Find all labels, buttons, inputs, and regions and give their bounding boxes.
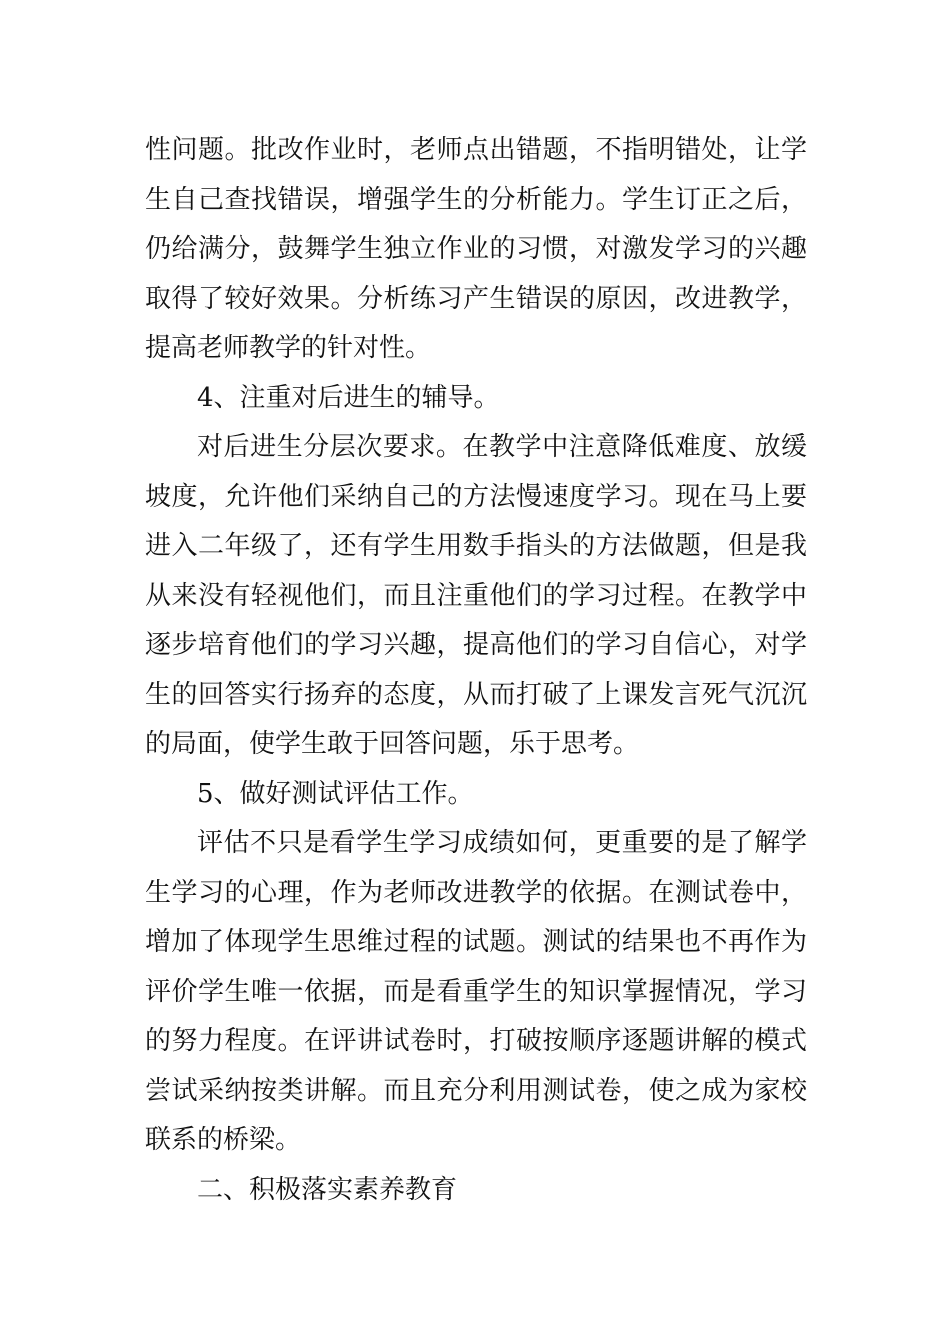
text-line: 的局面，使学生敢于回答问题，乐于思考。 [145,729,640,759]
text-line: 取得了较好效果。分析练习产生错误的原因，改进教学， [145,283,807,314]
text-line: 从来没有轻视他们，而且注重他们的学习过程。在教学中 [145,580,807,611]
text-line: 评价学生唯一依据，而是看重学生的知识掌握情况，学习 [145,976,807,1007]
heading-line: 5、做好测试评估工作。 [197,778,474,809]
heading-line: 二、积极落实素养教育 [197,1174,458,1205]
heading-line: 4、注重对后进生的辅导。 [197,382,500,413]
paragraph-2 [145,423,807,770]
document-body [145,126,807,1215]
text-line: 仍给满分，鼓舞学生独立作业的习惯，对激发学习的兴趣 [145,234,807,264]
text-line: 生的回答实行扬弃的态度，从而打破了上课发言死气沉沉 [145,679,807,710]
section-heading-5 [145,770,807,820]
text-line: 性问题。批改作业时，老师点出错题，不指明错处，让学 [145,135,807,165]
text-line: 的努力程度。在评讲试卷时，打破按顺序逐题讲解的模式 [145,1026,807,1056]
text-line: 提高老师教学的针对性。 [145,333,432,363]
text-line: 逐步培育他们的学习兴趣，提高他们的学习自信心，对学 [145,630,807,660]
paragraph-1 [145,126,807,374]
text-line: 进入二年级了，还有学生用数手指头的方法做题，但是我 [145,531,807,561]
section-heading-4 [145,374,807,424]
text-line: 生自己查找错误，增强学生的分析能力。学生订正之后， [145,184,807,215]
section-heading-2 [145,1166,807,1216]
text-line: 坡度，允许他们采纳自己的方法慢速度学习。现在马上要 [145,481,807,512]
text-line: 尝试采纳按类讲解。而且充分利用测试卷，使之成为家校 [145,1075,807,1106]
text-line: 联系的桥梁。 [145,1125,302,1155]
text-line: 对后进生分层次要求。在教学中注意降低难度、放缓 [197,432,807,462]
text-line: 增加了体现学生思维过程的试题。测试的结果也不再作为 [145,927,807,957]
text-line: 生学习的心理，作为老师改进教学的依据。在测试卷中， [145,877,807,908]
paragraph-3 [145,819,807,1166]
text-line: 评估不只是看学生学习成绩如何，更重要的是了解学 [197,828,807,858]
